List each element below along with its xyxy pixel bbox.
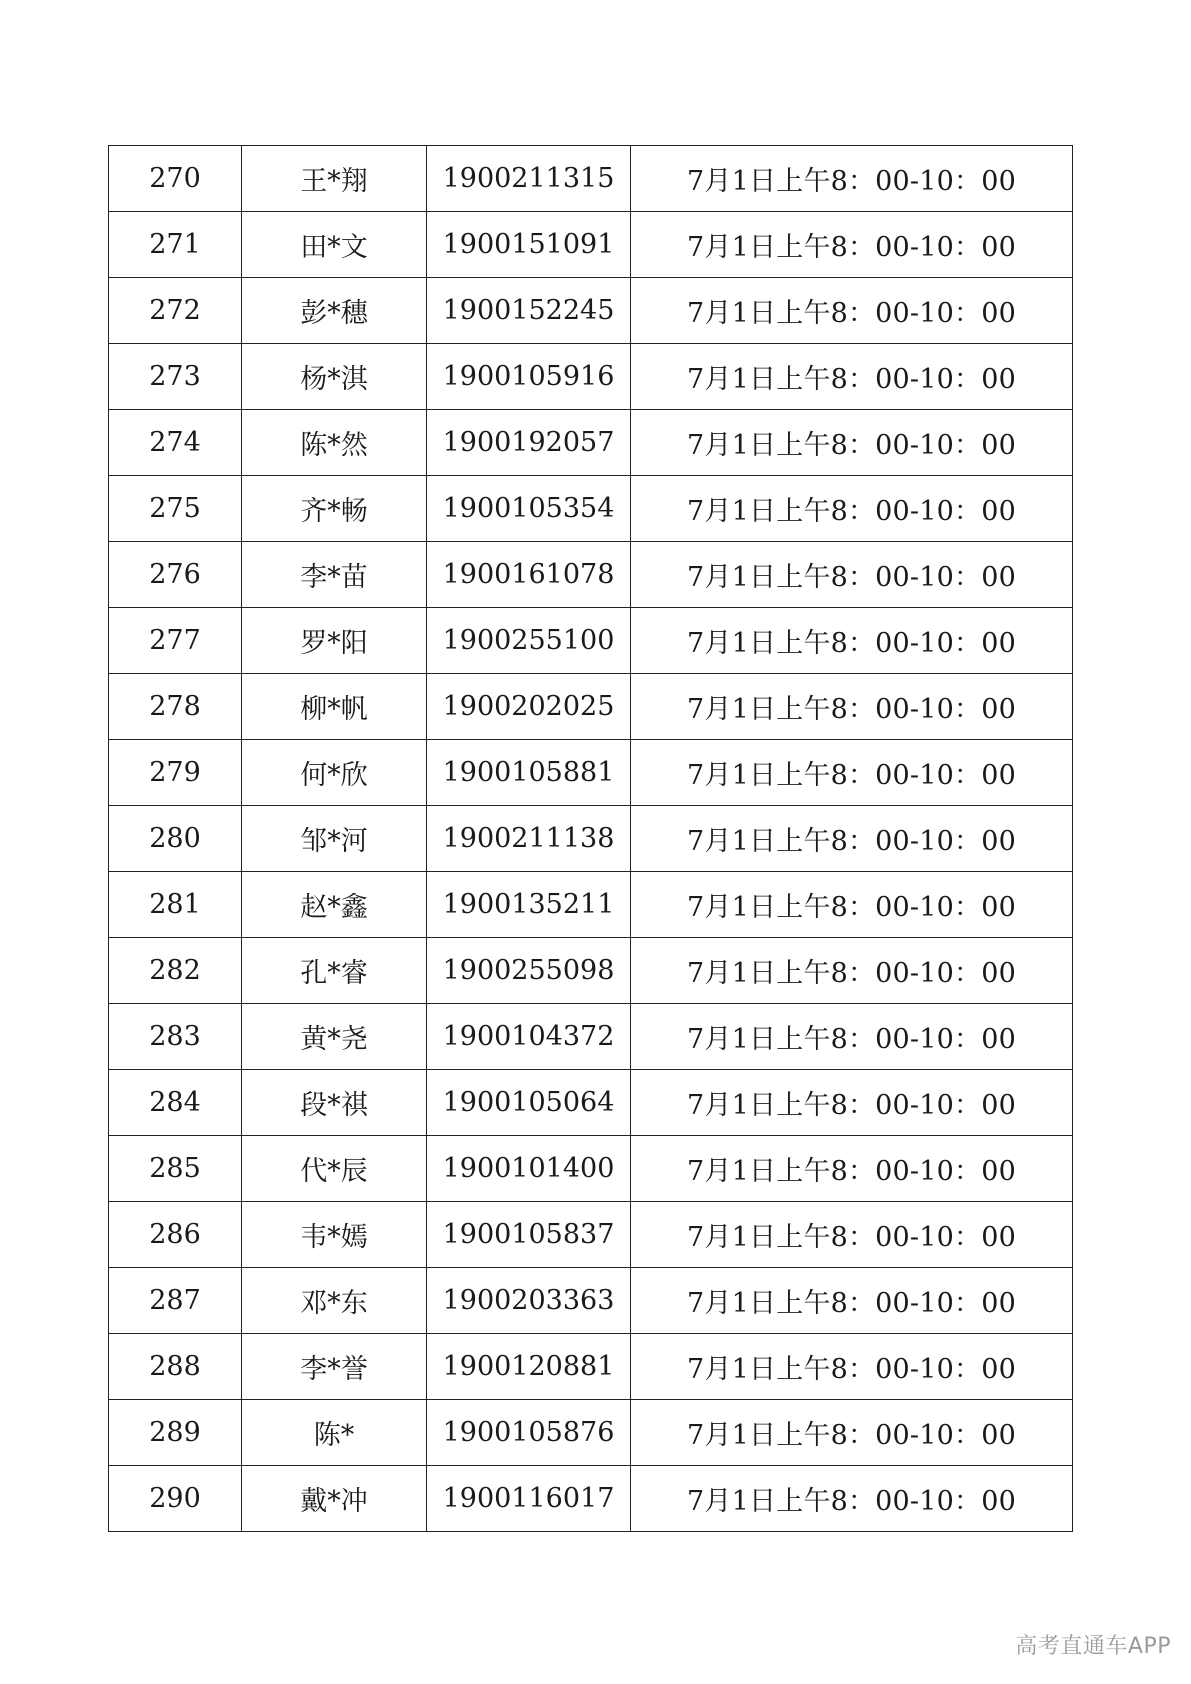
table-row [109,542,1073,608]
student-name: 陈*然 [242,410,427,476]
table-row [109,608,1073,674]
exam-time: 7月1日上午8：00-10：00 [631,608,1073,674]
exam-time: 7月1日上午8：00-10：00 [631,278,1073,344]
student-id: 1900192057 [427,410,631,476]
table-row [109,410,1073,476]
exam-time: 7月1日上午8：00-10：00 [631,740,1073,806]
student-id: 1900135211 [427,872,631,938]
table-row [109,1268,1073,1334]
roster-table [108,145,1073,1532]
exam-time: 7月1日上午8：00-10：00 [631,1400,1073,1466]
table-row [109,1004,1073,1070]
table-row [109,1070,1073,1136]
table-row [109,674,1073,740]
table-row [109,344,1073,410]
row-number: 281 [109,872,242,938]
student-name: 黄*尧 [242,1004,427,1070]
student-id: 1900105064 [427,1070,631,1136]
exam-time: 7月1日上午8：00-10：00 [631,806,1073,872]
student-name: 齐*畅 [242,476,427,542]
student-name: 李*誉 [242,1334,427,1400]
student-name: 田*文 [242,212,427,278]
exam-time: 7月1日上午8：00-10：00 [631,542,1073,608]
row-number: 275 [109,476,242,542]
row-number: 289 [109,1400,242,1466]
table-row [109,1466,1073,1532]
student-name: 段*祺 [242,1070,427,1136]
row-number: 284 [109,1070,242,1136]
row-number: 278 [109,674,242,740]
table-row [109,872,1073,938]
student-id: 1900105876 [427,1400,631,1466]
exam-time: 7月1日上午8：00-10：00 [631,410,1073,476]
student-id: 1900104372 [427,1004,631,1070]
row-number: 274 [109,410,242,476]
exam-time: 7月1日上午8：00-10：00 [631,476,1073,542]
table-row [109,146,1073,212]
student-name: 韦*嫣 [242,1202,427,1268]
student-id: 1900120881 [427,1334,631,1400]
exam-time: 7月1日上午8：00-10：00 [631,674,1073,740]
table-row [109,806,1073,872]
row-number: 288 [109,1334,242,1400]
table-row [109,938,1073,1004]
student-name: 罗*阳 [242,608,427,674]
student-id: 1900203363 [427,1268,631,1334]
row-number: 286 [109,1202,242,1268]
student-name: 柳*帆 [242,674,427,740]
table-row [109,1136,1073,1202]
student-name: 杨*淇 [242,344,427,410]
student-id: 1900105916 [427,344,631,410]
student-name: 戴*冲 [242,1466,427,1532]
row-number: 270 [109,146,242,212]
student-id: 1900255098 [427,938,631,1004]
student-name: 陈* [242,1400,427,1466]
exam-time: 7月1日上午8：00-10：00 [631,1004,1073,1070]
student-id: 1900151091 [427,212,631,278]
row-number: 285 [109,1136,242,1202]
student-name: 彭*穗 [242,278,427,344]
row-number: 272 [109,278,242,344]
exam-time: 7月1日上午8：00-10：00 [631,1268,1073,1334]
exam-time: 7月1日上午8：00-10：00 [631,344,1073,410]
student-id: 1900161078 [427,542,631,608]
exam-time: 7月1日上午8：00-10：00 [631,1202,1073,1268]
student-name: 赵*鑫 [242,872,427,938]
student-name: 何*欣 [242,740,427,806]
exam-time: 7月1日上午8：00-10：00 [631,1334,1073,1400]
row-number: 290 [109,1466,242,1532]
table-row [109,740,1073,806]
student-id: 1900105881 [427,740,631,806]
row-number: 276 [109,542,242,608]
table-row [109,1400,1073,1466]
student-id: 1900211315 [427,146,631,212]
student-name: 王*翔 [242,146,427,212]
table-row [109,212,1073,278]
student-id: 1900255100 [427,608,631,674]
exam-time: 7月1日上午8：00-10：00 [631,872,1073,938]
student-name: 代*辰 [242,1136,427,1202]
student-name: 邹*河 [242,806,427,872]
exam-time: 7月1日上午8：00-10：00 [631,212,1073,278]
row-number: 273 [109,344,242,410]
watermark-text: 高考直通车APP [1015,1634,1171,1659]
exam-time: 7月1日上午8：00-10：00 [631,1136,1073,1202]
student-id: 1900101400 [427,1136,631,1202]
exam-time: 7月1日上午8：00-10：00 [631,938,1073,1004]
row-number: 280 [109,806,242,872]
row-number: 287 [109,1268,242,1334]
student-name: 邓*东 [242,1268,427,1334]
table-row [109,1202,1073,1268]
student-id: 1900116017 [427,1466,631,1532]
exam-time: 7月1日上午8：00-10：00 [631,146,1073,212]
student-name: 李*苗 [242,542,427,608]
student-id: 1900105837 [427,1202,631,1268]
row-number: 282 [109,938,242,1004]
table-row [109,476,1073,542]
student-id: 1900105354 [427,476,631,542]
table-row [109,1334,1073,1400]
student-id: 1900211138 [427,806,631,872]
roster-body [109,146,1073,1532]
student-name: 孔*睿 [242,938,427,1004]
student-id: 1900152245 [427,278,631,344]
exam-time: 7月1日上午8：00-10：00 [631,1466,1073,1532]
table-row [109,278,1073,344]
row-number: 283 [109,1004,242,1070]
student-id: 1900202025 [427,674,631,740]
row-number: 271 [109,212,242,278]
row-number: 277 [109,608,242,674]
row-number: 279 [109,740,242,806]
exam-time: 7月1日上午8：00-10：00 [631,1070,1073,1136]
